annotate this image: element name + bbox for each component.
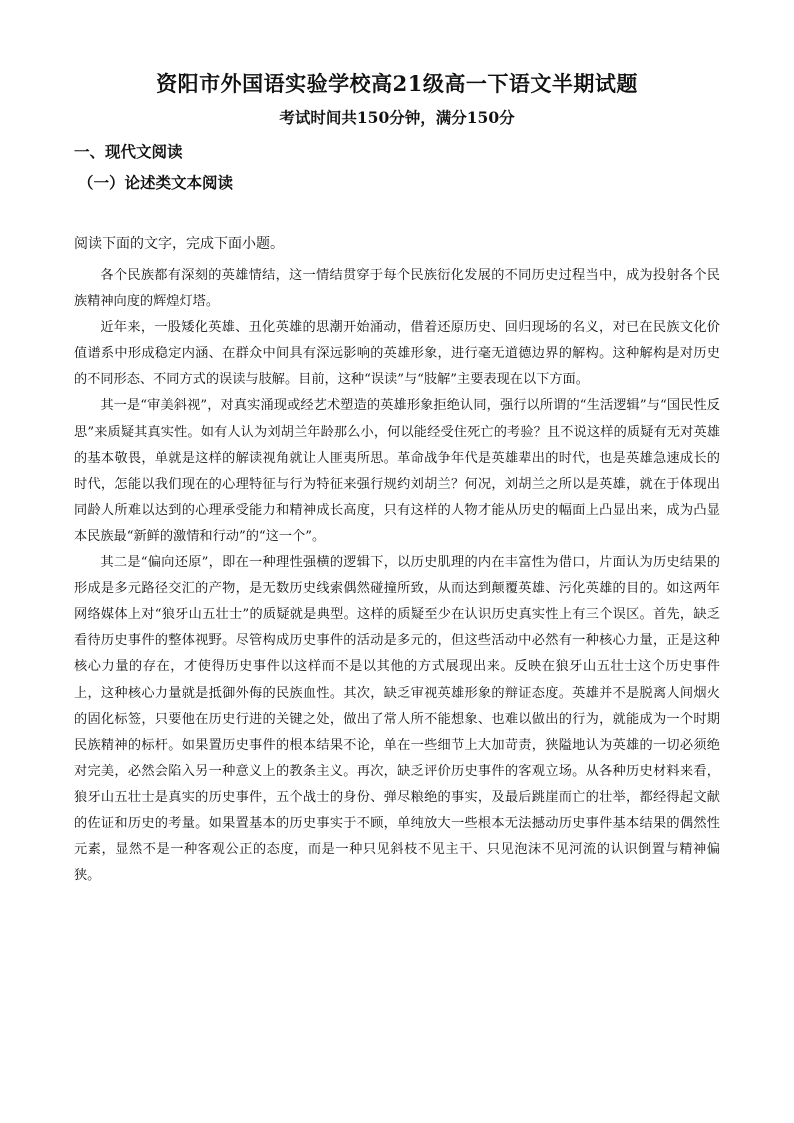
article-body [74,263,720,889]
subsection-heading: （一）论述类文本阅读 [78,173,234,192]
exam-title: 资阳市外国语实验学校高21级高一下语文半期试题 [156,71,638,96]
paragraph-4: 其二是“偏向还原”，即在一种理性强横的逻辑下，以历史肌理的内在丰富性为借口，片面认为历史结果的形成是多元路径交汇的产物，是无数历史线索偶然碰撞所致，从而达到颠覆英雄、污化英雄的目的。如这两年网络媒体上对“狼牙山五壮士”的质疑就是典型。这样的质疑至少在认识历史真实性上有三个误区。首先，缺乏看待历史事件的整体视野。尽管构成历史事件的活动是多元的，但这些活动中必然有一种核心力量，正是这种核心力量的存在，才使得历史事件以这样而不是以其他的方式展现出来。反映在狼牙山五壮士这个历史事件上，这种核心力量就是抵御外侮的民族血性。其次，缺乏审视英雄形象的辩证态度。英雄并不是脱离人间烟火的固化标签，只要他在历史行进的关键之处，做出了常人所不能想象、也难以做出的行为，就能成为一个时期民族精神的标杆。如果置历史事件的根本结果不论，单在一些细节上大加苛责，狭隘地认为英雄的一切必须绝对完美，必然会陷入另一种意义上的教条主义。再次，缺乏评价历史事件的客观立场。从各种历史材料来看，狼牙山五壮士是真实的历史事件，五个战士的身份、弹尽粮绝的事实，及最后跳崖而亡的壮举，都经得起文献的佐证和历史的考量。如果置基本的历史事实于不顾，单纯放大一些根本无法撼动历史事件基本结果的偶然性元素，显然不是一种客观公正的态度，而是一种只见斜枝不见主干、只见泡沫不见河流的认识倒置与精神偏狭。 [74,555,720,884]
paragraph-3: 其一是“审美斜视”，对真实涌现或经艺术塑造的英雄形象拒绝认同，强行以所谓的“生活逻辑”与“国民性反思”来质疑其真实性。如有人认为刘胡兰年龄那么小，何以能经受住死亡的考验？且不说这样的质疑有无对英雄的基本敬畏，单就是这样的解读视角就让人匪夷所思。革命战争年代是英雄辈出的时代，也是英雄急速成长的时代，怎能以我们现在的心理特征与行为特征来强行规约刘胡兰？何况，刘胡兰之所以是英雄，就在于体现出同龄人所难以达到的心理承受能力和精神成长高度，只有这样的人物才能从历史的幅面上凸显出来，成为凸显本民族最“新鲜的激情和行动”的“这一个”。 [74,398,720,544]
paragraph-1: 各个民族都有深刻的英雄情结，这一情结贯穿于每个民族衍化发展的不同历史过程当中，成为投射各个民族精神向度的辉煌灯塔。 [74,268,720,310]
paragraph-2: 近年来，一股矮化英雄、丑化英雄的思潮开始涌动，借着还原历史、回归现场的名义，对已在民族文化价值谱系中形成稳定内涵、在群众中间具有深远影响的英雄形象，进行毫无道德边界的解构。这种解构是对历史的不同形态、不同方式的误读与肢解。目前，这种“误读”与“肢解”主要表现在以下方面。 [74,320,720,388]
reading-instruction: 阅读下面的文字，完成下面小题。 [74,236,284,252]
exam-subtitle: 考试时间共150分钟，满分150分 [279,108,515,127]
section-heading: 一、现代文阅读 [74,142,183,161]
